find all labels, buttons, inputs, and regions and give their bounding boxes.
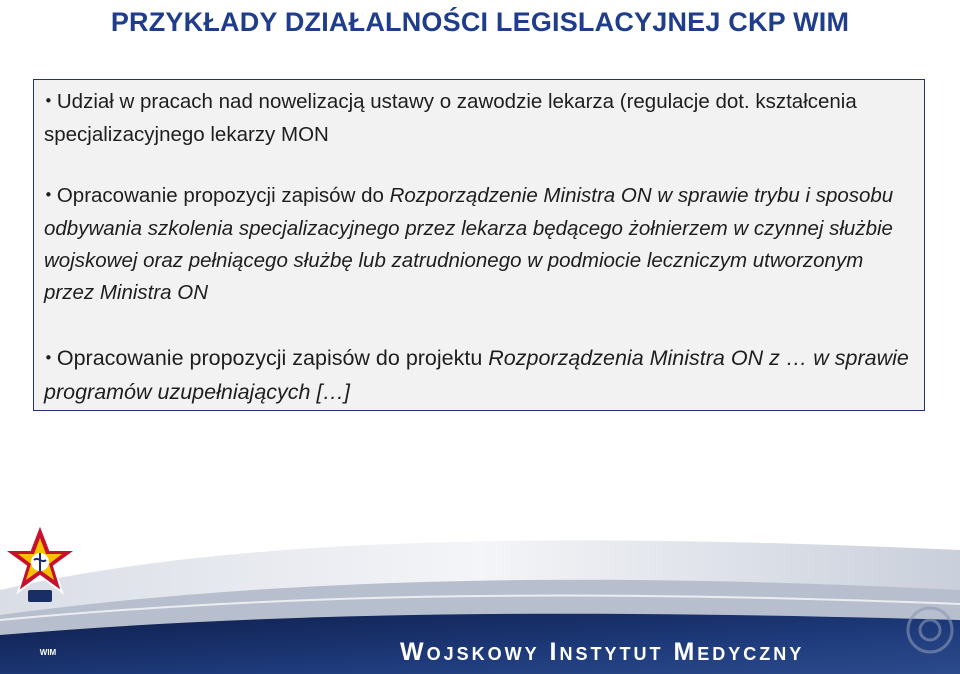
bullet-item-2 — [44, 180, 914, 309]
bullet-1-text: Udział w pracach nad nowelizacją ustawy o zawodzie lekarza (regulacje dot. kształcenia specjalizacyjnego lekarzy MON — [44, 90, 857, 146]
bullet-dot-icon: • — [44, 349, 53, 367]
bullet-3-italic-text: Rozporządzenia Ministra ON z … w sprawie programów uzupełniających […] — [44, 346, 909, 404]
bullet-dot-icon: • — [44, 92, 53, 110]
content-box — [33, 79, 925, 411]
emblem-label: WIM — [39, 648, 57, 657]
bullet-item-3 — [44, 342, 914, 408]
footer-banner — [0, 520, 960, 674]
bullet-item-1 — [44, 86, 914, 151]
institution-name: Wojskowy Instytut Medyczny — [400, 638, 805, 666]
bullet-2-text: Opracowanie propozycji zapisów do — [56, 184, 390, 207]
military-cross-emblem-icon — [0, 520, 80, 612]
bullet-2-italic-text: Rozporządzenie Ministra ON w sprawie trybu i sposobu odbywania szkolenia specjalizacyjnego przez lekarza będącego żołnierzem w czynnej służbie wojskowej oraz pełniącego służbę lub zatrudnionego w podmiocie leczniczym utworzonym przez Ministra ON — [44, 184, 894, 304]
slide-title: PRZYKŁADY DZIAŁALNOŚCI LEGISLACYJNEJ CKP WIM — [110, 7, 850, 37]
bullet-dot-icon: • — [44, 186, 53, 204]
bullet-3-text: Opracowanie propozycji zapisów do projektu — [56, 346, 489, 370]
